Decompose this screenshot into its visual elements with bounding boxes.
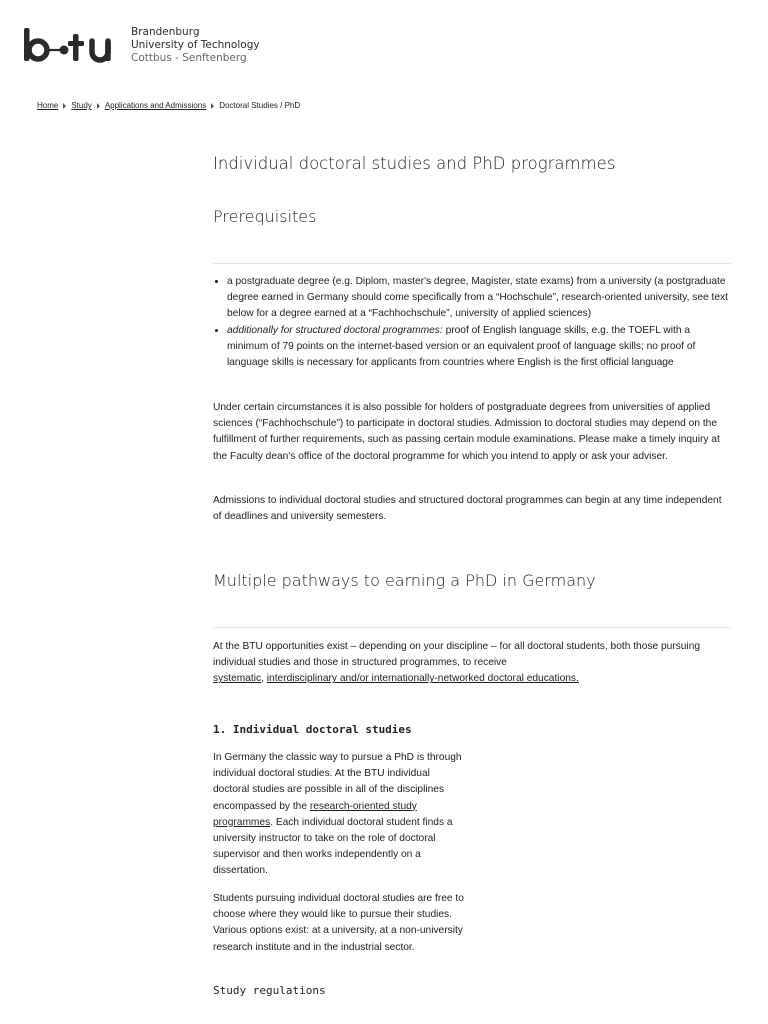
breadcrumb-home[interactable]: Home: [37, 101, 59, 110]
individual-text-after: . Each individual doctoral student finds a university instructor to take on the role of doctoral supervisor and then works independently on a dissertation.: [213, 816, 453, 877]
pathways-paragraph: [213, 639, 731, 688]
admissions-paragraph: Admissions to individual doctoral studies and structured doctoral programmes can begin at any time independent of deadlines and university semesters.: [213, 495, 722, 523]
prerequisites-list-block: [213, 274, 731, 371]
prerequisites-list: [213, 274, 731, 371]
list-item: [227, 274, 731, 323]
prerequisite-degree: a postgraduate degree (e.g. Diplom, master's degree, Magister, state exams) from a university (a postgraduate degree earned in Germany should come specifically from a “Hochschule”, research-oriented university, see text below for a degree earned at a “Fachhochschule”, university of applied sciences): [227, 276, 728, 320]
chevron-right-icon: [211, 103, 214, 109]
logo-line-3: Cottbus - Senftenberg: [131, 52, 247, 64]
breadcrumb-current: Doctoral Studies / PhD: [219, 101, 301, 110]
prerequisites-heading: Prerequisites: [213, 207, 317, 226]
chevron-right-icon: [97, 103, 100, 109]
prerequisite-language: proof of English language skills, e.g. the TOEFL with a minimum of 79 points on the internet-based version or an equivalent proof of language skills; no proof of language skills is necessary for applicants from countries where English is the first official language: [227, 324, 696, 369]
breadcrumb-study[interactable]: Study: [71, 101, 92, 110]
fachhochschule-paragraph: Under certain circumstances it is also possible for holders of postgraduate degrees from universities of applied sciences (“Fachhochschule”) to participate in doctoral studies. Admission to doctoral studies may depend on the fulfillment of further requirements, such as passing certain module examinations. Please make a timely inquiry at the Faculty dean's office of the doctoral programme for which you intend to apply or ask your adviser.: [213, 402, 720, 462]
breadcrumb-applications[interactable]: Applications and Admissions: [104, 101, 207, 110]
link-separator: ,: [261, 673, 267, 685]
chevron-right-icon: [63, 103, 66, 109]
pathways-heading: Multiple pathways to earning a PhD in Germany: [213, 571, 596, 590]
logo-line-2: University of Technology: [131, 39, 260, 51]
divider: [213, 263, 731, 264]
divider: [213, 627, 731, 628]
page-title: Individual doctoral studies and PhD programmes: [213, 154, 616, 173]
logo-wordmark: [131, 26, 260, 65]
individual-studies-heading: 1. Individual doctoral studies: [213, 723, 412, 736]
individual-location-paragraph: Students pursuing individual doctoral studies are free to choose where they would like to pursue their studies. Various options exist: at a university, at a non-university research institute and in the industrial sector.: [213, 893, 464, 953]
study-regulations-heading[interactable]: Study regulations: [213, 984, 326, 997]
list-item: [227, 323, 731, 372]
link-interdisciplinary[interactable]: interdisciplinary and/or internationally-networked doctoral educations.: [266, 673, 579, 685]
research-programmes-link[interactable]: research-oriented study programmes: [213, 800, 417, 828]
individual-text-before: In Germany the classic way to pursue a PhD is through individual doctoral studies. At the BTU individual doctoral studies are possible in all of the disciplines encompassed by the: [213, 752, 462, 812]
prerequisite-structured-label: additionally for structured doctoral programmes:: [227, 324, 443, 336]
pathways-intro: At the BTU opportunities exist – depending on your discipline – for all doctoral students, both those pursuing individual studies and those in structured programmes, to receive: [213, 641, 701, 669]
btu-logo-icon: [22, 26, 122, 66]
individual-studies-paragraph: [213, 750, 465, 880]
logo-line-1: Brandenburg: [131, 26, 200, 38]
breadcrumb: [37, 101, 300, 110]
university-logo[interactable]: [22, 26, 260, 66]
link-systematic[interactable]: systematic: [213, 673, 262, 685]
